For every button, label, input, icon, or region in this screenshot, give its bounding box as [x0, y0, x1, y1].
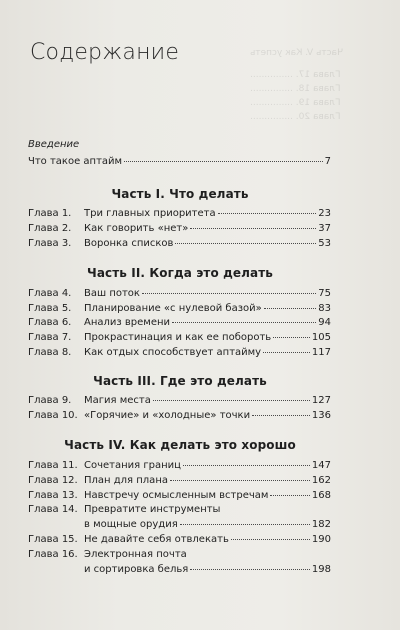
chapter-number: Глава 10.: [28, 410, 78, 421]
chapter-number: Глава 14.: [28, 504, 78, 515]
dot-leader: [142, 292, 316, 294]
page-number: 136: [311, 410, 331, 421]
chapter-title: Навстречу осмысленным встречам: [84, 490, 269, 501]
part-heading: Часть II. Когда это делать: [87, 266, 273, 280]
chapter-title: Планирование «с нулевой базой»: [84, 303, 262, 314]
dot-leader: [264, 307, 317, 309]
dot-leader: [263, 351, 310, 353]
toc-entry-line2[interactable]: [28, 563, 331, 577]
chapter-number: Глава 2.: [28, 223, 72, 234]
chapter-number: Глава 9.: [28, 395, 72, 406]
page-number: 75: [318, 288, 331, 299]
chapter-title: Электронная почта: [84, 549, 187, 560]
intro-label: Введение: [28, 139, 80, 150]
toc-entry[interactable]: [28, 316, 331, 330]
toc-entry[interactable]: [28, 287, 331, 301]
page-number: 168: [311, 490, 331, 501]
chapter-title: Воронка списков: [84, 238, 174, 249]
toc-entry-line1[interactable]: [28, 548, 331, 562]
dot-leader: [270, 494, 309, 496]
chapter-number: Глава 1.: [28, 208, 72, 219]
toc-entry[interactable]: [28, 533, 331, 547]
chapter-number: Глава 8.: [28, 347, 72, 358]
toc-entry[interactable]: [28, 394, 331, 408]
chapter-title-continued: и сортировка белья: [84, 564, 189, 575]
page-number: 7: [324, 156, 331, 167]
chapter-title: Превратите инструменты: [84, 504, 221, 515]
toc-entry[interactable]: [28, 302, 331, 316]
chapter-title: Не давайте себя отвлекать: [84, 534, 229, 545]
page-number: 198: [311, 564, 331, 575]
dot-leader: [175, 242, 316, 244]
toc-entry[interactable]: [28, 459, 331, 473]
page-number: 23: [318, 208, 331, 219]
page-number: 37: [318, 223, 331, 234]
chapter-number: Глава 7.: [28, 332, 72, 343]
chapter-title: «Горячие» и «холодные» точки: [84, 410, 251, 421]
page-number: 53: [318, 238, 331, 249]
dot-leader: [153, 399, 310, 401]
chapter-title: Сочетания границ: [84, 460, 181, 471]
page-number: 105: [311, 332, 331, 343]
toc-entry-line1[interactable]: [28, 503, 331, 517]
chapter-number: Глава 3.: [28, 238, 72, 249]
toc-entry[interactable]: [28, 346, 331, 360]
chapter-number: Глава 13.: [28, 490, 78, 501]
chapter-title: Ваш поток: [84, 288, 140, 299]
page-number: 117: [311, 347, 331, 358]
page-title: Содержание: [30, 40, 180, 65]
toc-entry[interactable]: [28, 409, 331, 423]
chapter-title: Как отдых способствует аптайму: [84, 347, 262, 358]
toc-entry-intro[interactable]: [28, 155, 331, 169]
dot-leader: [172, 321, 316, 323]
dot-leader: [183, 464, 310, 466]
chapter-title: Как говорить «нет»: [84, 223, 189, 234]
chapter-title: Анализ времени: [84, 317, 171, 328]
toc-entry[interactable]: [28, 237, 331, 251]
part-heading: Часть III. Где это делать: [93, 374, 267, 388]
entry-title: Что такое аптайм: [28, 156, 123, 167]
page-number: 94: [318, 317, 331, 328]
chapter-title: Три главных приоритета: [84, 208, 216, 219]
dot-leader: [124, 160, 323, 162]
dot-leader: [190, 227, 316, 229]
chapter-number: Глава 4.: [28, 288, 72, 299]
page-number: 147: [311, 460, 331, 471]
chapter-title: Прокрастинация и как ее побороть: [84, 332, 272, 343]
toc-entry[interactable]: [28, 222, 331, 236]
dot-leader: [180, 523, 310, 525]
page-number: 83: [318, 303, 331, 314]
page-number: 182: [311, 519, 331, 530]
chapter-title-continued: в мощные орудия: [84, 519, 178, 530]
toc-entry[interactable]: [28, 489, 331, 503]
show-through-text: Часть V. Как успеть Глава 17. ............... Глава 18. ............... Глава 19. ............... Глава 20. ...............: [250, 48, 344, 122]
dot-leader: [231, 538, 310, 540]
dot-leader: [170, 479, 310, 481]
toc-entry-line2[interactable]: [28, 518, 331, 532]
dot-leader: [218, 212, 317, 214]
page-number: 190: [311, 534, 331, 545]
dot-leader: [190, 568, 310, 570]
toc-entry[interactable]: [28, 474, 331, 488]
chapter-number: Глава 6.: [28, 317, 72, 328]
chapter-title: Магия места: [84, 395, 151, 406]
chapter-number: Глава 12.: [28, 475, 78, 486]
chapter-title: План для плана: [84, 475, 168, 486]
part-heading: Часть I. Что делать: [111, 187, 249, 201]
page-number: 127: [311, 395, 331, 406]
dot-leader: [273, 336, 310, 338]
chapter-number: Глава 5.: [28, 303, 72, 314]
chapter-number: Глава 11.: [28, 460, 78, 471]
dot-leader: [252, 414, 310, 416]
chapter-number: Глава 15.: [28, 534, 78, 545]
toc-entry[interactable]: [28, 207, 331, 221]
part-heading: Часть IV. Как делать это хорошо: [64, 438, 296, 452]
page-number: 162: [311, 475, 331, 486]
toc-entry[interactable]: [28, 331, 331, 345]
chapter-number: Глава 16.: [28, 549, 78, 560]
